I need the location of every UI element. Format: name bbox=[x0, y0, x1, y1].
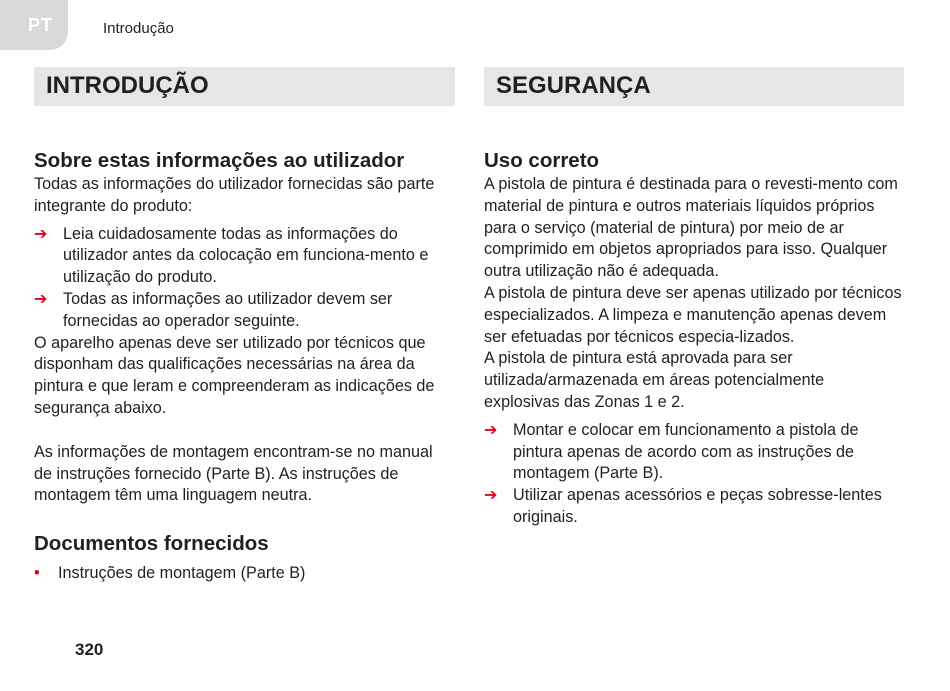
arrow-right-icon: ➔ bbox=[484, 487, 498, 505]
explosive-zones-paragraph: A pistola de pintura está aprovada para ser utilizada/armazenada em áreas potencialmente explosivas das Zonas 1 e 2. bbox=[484, 349, 825, 411]
left-column bbox=[34, 67, 455, 585]
arrow-right-icon: ➔ bbox=[34, 290, 48, 308]
language-code: PT bbox=[28, 15, 54, 35]
intended-use-paragraph: A pistola de pintura é destinada para o revesti-mento com material de pintura e outros materiais líquidos próprios para o serviço (material de pintura) por meio de ar comprimido em objetos apropriados para isso. Qualquer outra utilização não é adequada. bbox=[484, 175, 898, 281]
list-item bbox=[484, 420, 904, 485]
bullet-text: Todas as informações ao utilizador devem ser fornecidas ao operador seguinte. bbox=[63, 289, 393, 330]
list-item bbox=[484, 485, 904, 529]
user-info-intro: Todas as informações do utilizador fornecidas são parte integrante do produto: bbox=[34, 175, 435, 215]
safety-bullets bbox=[484, 420, 904, 529]
language-tab bbox=[0, 0, 68, 50]
list-item bbox=[34, 224, 455, 289]
document-item-text: Instruções de montagem (Parte B) bbox=[58, 564, 306, 583]
arrow-right-icon: ➔ bbox=[484, 421, 498, 439]
arrow-right-icon: ➔ bbox=[34, 225, 48, 243]
running-title: Introdução bbox=[103, 20, 174, 37]
bullet-dot-icon: • bbox=[34, 564, 40, 583]
user-info-bullets bbox=[34, 224, 455, 333]
bullet-text: Montar e colocar em funcionamento a pistola de pintura apenas de acordo com as instruções de montagem (Parte B). bbox=[513, 420, 859, 483]
bullet-text: Utilizar apenas acessórios e peças sobresse-lentes originais. bbox=[513, 486, 882, 526]
specialists-paragraph: A pistola de pintura deve ser apenas utilizado por técnicos especializados. A limpeza e manutenção apenas devem ser efetuadas por técnicos especia-lizados. bbox=[484, 283, 902, 346]
supplied-documents-list bbox=[34, 563, 455, 585]
correct-use-heading: Uso correto bbox=[484, 149, 600, 172]
page-number: 320 bbox=[75, 640, 104, 659]
list-item bbox=[34, 563, 455, 585]
bullet-text: Leia cuidadosamente todas as informações do utilizador antes da colocação em funciona-mento e utilização do produto. bbox=[63, 224, 429, 287]
right-column bbox=[484, 67, 904, 529]
qualification-paragraph: O aparelho apenas deve ser utilizado por técnicos que disponham das qualificações necessárias na área da pintura e que leram e compreenderam as indicações de segurança abaixo. bbox=[34, 333, 435, 417]
assembly-info-paragraph: As informações de montagem encontram-se no manual de instruções fornecido (Parte B). As instruções de montagem têm uma linguagem neutra. bbox=[34, 442, 433, 505]
safety-banner: SEGURANÇA bbox=[484, 67, 904, 106]
introduction-banner: INTRODUÇÃO bbox=[34, 67, 455, 106]
user-info-heading: Sobre estas informações ao utilizador bbox=[34, 149, 405, 172]
list-item bbox=[34, 289, 455, 333]
supplied-documents-heading: Documentos fornecidos bbox=[34, 532, 269, 556]
